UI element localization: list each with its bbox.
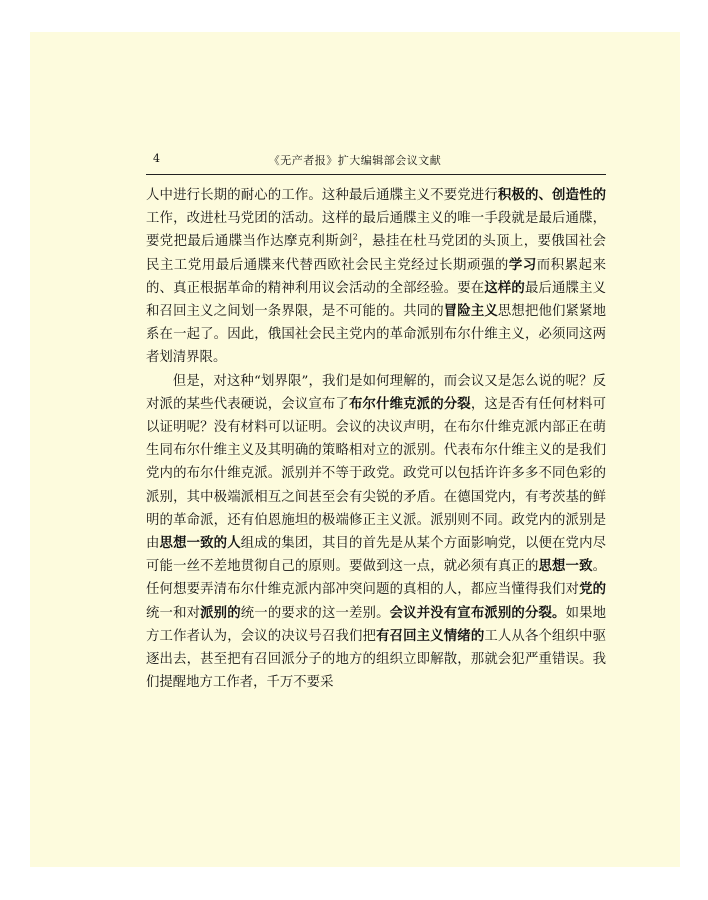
text-run: 。任何想要弄清布尔什维克派内部冲突问题的真相的人，都应当懂得我们对 xyxy=(146,559,607,598)
paragraph xyxy=(146,370,606,695)
bold-emphasis: 学习 xyxy=(508,257,537,273)
bold-emphasis: 会议并没有宣布派别的分裂。 xyxy=(389,605,566,621)
header-rule xyxy=(146,174,606,175)
text-run: 工作，改进杜马党团的活动。这样的最后通牒主义的唯一手段就是最后通牒，要党把最后通牒当作达摩克利斯剑 xyxy=(146,211,606,250)
text-run: 人中进行长期的耐心的工作。这种最后通牒主义不要党进行 xyxy=(146,188,498,203)
bold-emphasis: 有召回主义情绪的 xyxy=(376,628,485,644)
bold-emphasis: 思想一致 xyxy=(538,559,593,575)
bold-emphasis: 思想一致的人 xyxy=(159,536,241,552)
text-run: ，悬挂在杜马党团的头顶上，要俄国社会民主工党用最后通牒来代替西欧社会民主党经过长期顽强的 xyxy=(146,234,607,273)
page-number: 4 xyxy=(153,152,160,165)
footnote-marker: 2 xyxy=(352,232,358,242)
bold-emphasis: 党的 xyxy=(579,582,607,598)
bold-emphasis: 派别的 xyxy=(200,605,241,621)
text-run: 而积累起来的、真正根据革命的精神利用议会活动的全部经验。要在 xyxy=(146,257,607,296)
body-text xyxy=(146,184,606,694)
running-head xyxy=(30,152,680,172)
bold-emphasis: 这样的 xyxy=(484,280,525,296)
text-run: ，这是否有任何材料可以证明呢？没有材料可以证明。会议的决议声明，在布尔什维克派内部正在萌生同布尔什维主义及其明确的策略相对立的派别。代表布尔什维主义的是我们党内的布尔什维克派。派别并不等于政党。政党可以包括许许多多不同色彩的派别，其中极端派相互之间甚至会有尖锐的矛盾。在德国党内，有考茨基的鲜明的革命派，还有伯恩施坦的极端修正主义派。派别则不同。政党内的派别是由 xyxy=(146,396,607,552)
text-run: 组成的集团，其目的首先是从某个方面影响党，以便在党内尽可能一丝不差地贯彻自己的原则。要做到这一点，就必须有真正的 xyxy=(146,536,607,575)
text-run: 最后通牒主义和召回主义之间划一条界限，是不可能的。共同的 xyxy=(146,280,607,320)
book-page xyxy=(30,32,680,867)
text-run: 工人从各个组织中驱逐出去，甚至把有召回派分子的地方的组织立即解散，那就会犯严重错误。我们提醒地方工作者，千万不要采 xyxy=(146,628,607,691)
text-run: 统一的要求的这一差别。 xyxy=(240,605,390,621)
bold-emphasis: 积极的、创造性的 xyxy=(497,188,607,203)
text-run: 思想把他们紧紧地系在一起了。因此，俄国社会民主党内的革命派别布尔什维主义，必须同这两者划清界限。 xyxy=(146,304,607,366)
running-title: 《无产者报》扩大编辑部会议文献 xyxy=(268,154,442,167)
bold-emphasis: 布尔什维克派的分裂 xyxy=(349,396,471,412)
bold-emphasis: 冒险主义 xyxy=(443,304,498,320)
text-run: 如果地方工作者认为，会议的决议号召我们把 xyxy=(146,605,607,644)
text-run: 但是，对这种“划界限”，我们是如何理解的，而会议又是怎么说的呢？反对派的某些代表硬说，会议宣布了 xyxy=(146,373,606,412)
paragraph xyxy=(146,184,606,370)
text-run: 统一和对 xyxy=(146,605,201,621)
